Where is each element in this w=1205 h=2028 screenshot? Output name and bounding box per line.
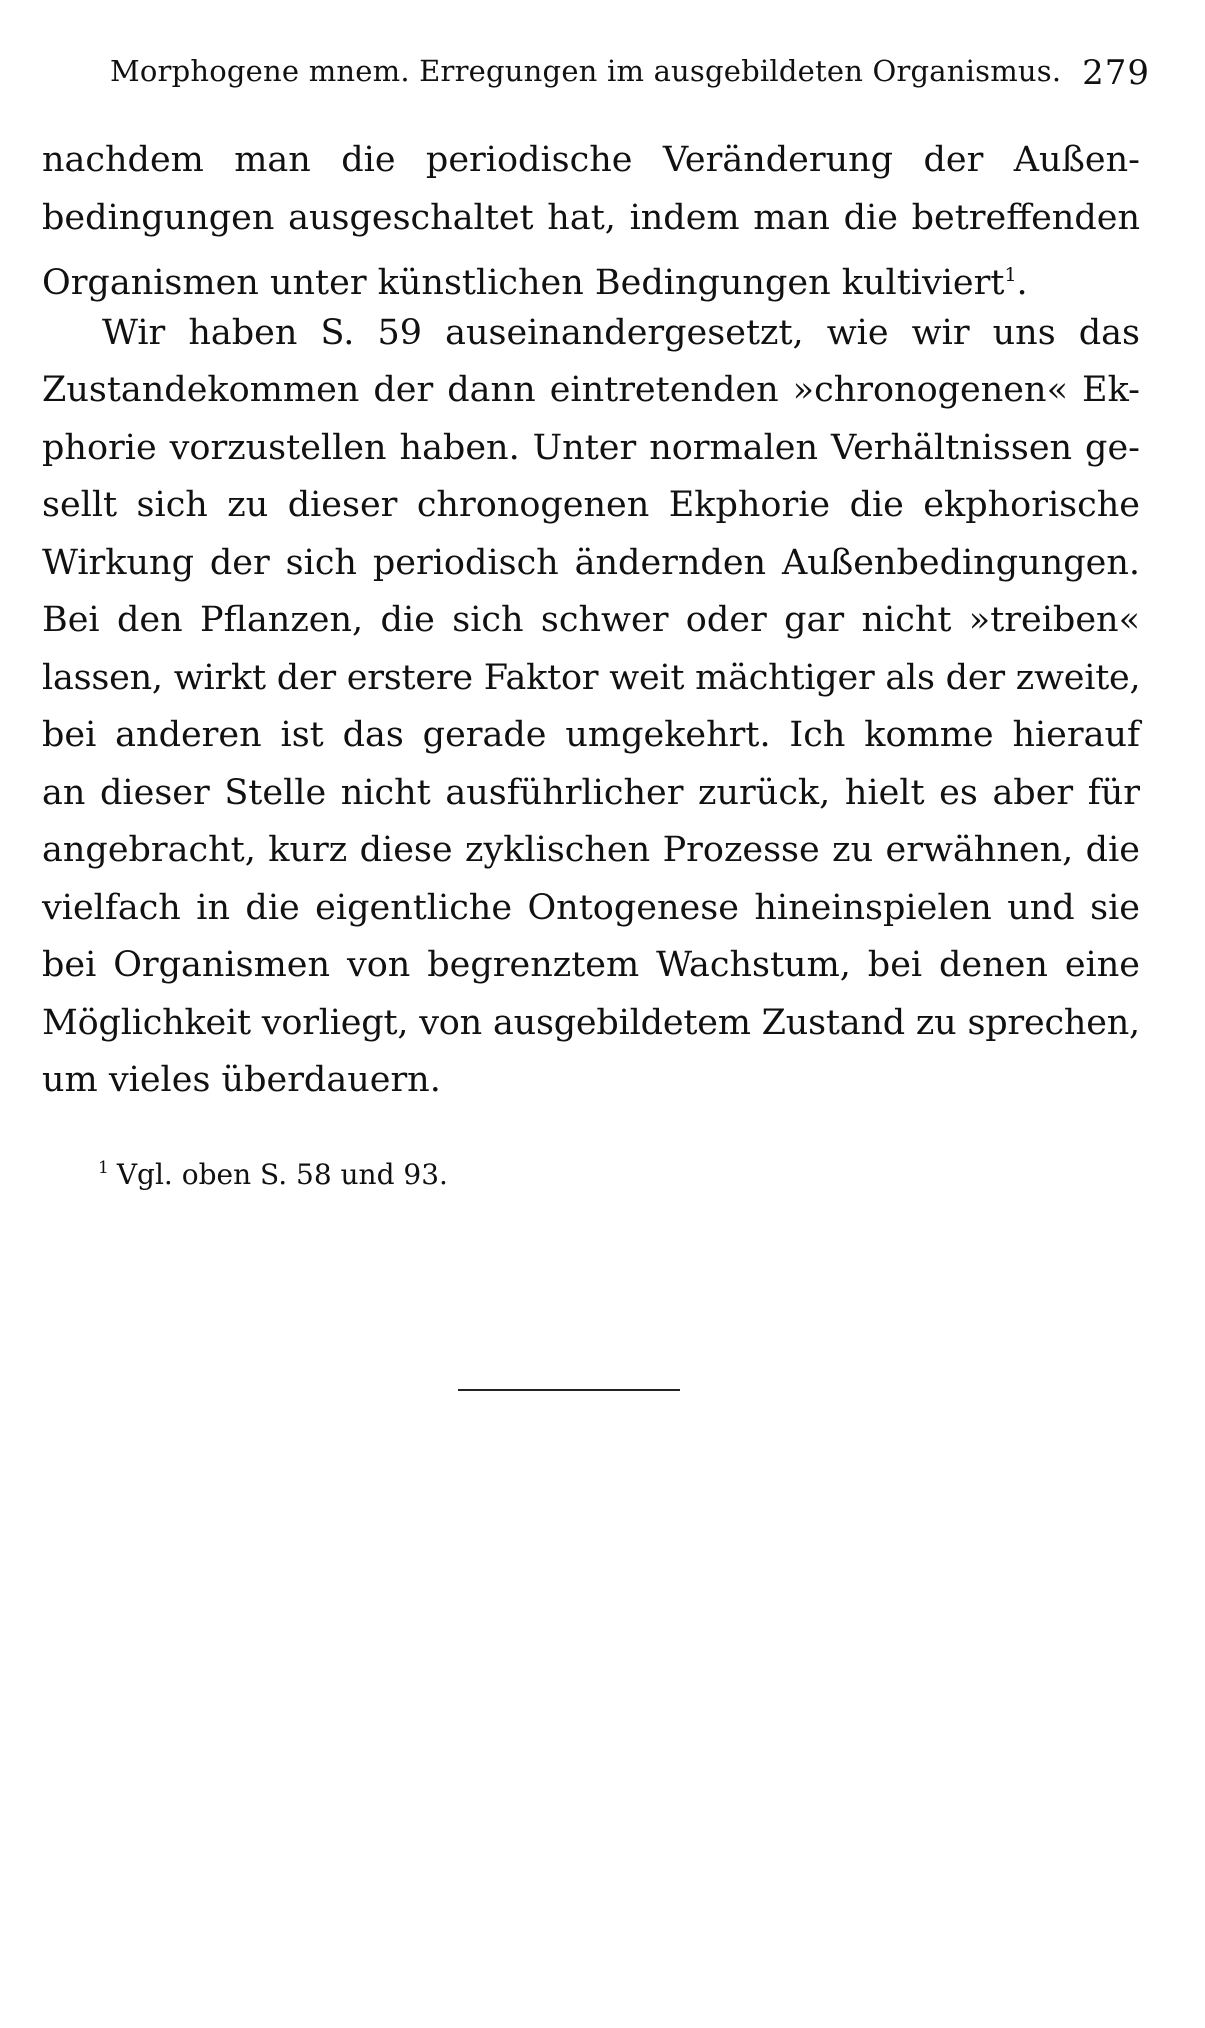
page-number: 279 [1082,53,1150,93]
running-head: Morphogene mnem. Erregungen im ausgebildeten Organismus. [110,54,1062,88]
text-line: Bei den Pflanzen, die sich schwer oder gar nicht »treiben« [42,600,1140,640]
end-rule [458,1389,680,1391]
text-line: phorie vorzustellen haben. Unter normalen Verhältnissen ge- [42,427,1140,468]
text-line: Zustandekommen der dann eintretenden »chronogenen« Ek- [42,370,1140,410]
text-line: Wir haben S. 59 auseinandergesetzt, wie wir uns das [102,312,1140,353]
text-line: an dieser Stelle nicht ausführlicher zurück, hielt es aber für [42,772,1140,813]
text-line-end: . [1016,263,1028,303]
text-line: bedingungen ausgeschaltet hat, indem man die betreffenden [42,197,1140,238]
text-line: nachdem man die periodische Veränderung der Außen- [42,140,1140,180]
footnote-marker: 1 [98,1158,109,1178]
footnote-reference: 1 [1004,264,1017,286]
text-line: sellt sich zu dieser chronogenen Ekphorie die ekphorische [42,485,1140,525]
text-line: um vieles überdauern. [42,1060,441,1100]
footnote-text: Vgl. oben S. 58 und 93. [116,1158,448,1191]
footnote [98,1148,448,1195]
text-line: Möglichkeit vorliegt, von ausgebildetem Zustand zu sprechen, [42,1002,1140,1043]
text-line: bei anderen ist das gerade umgekehrt. Ich komme hierauf [42,715,1140,755]
text-line: Wirkung der sich periodisch ändernden Außenbedingungen. [42,542,1140,583]
page-header [110,46,1150,96]
text-line: bei Organismen von begrenztem Wachstum, bei denen eine [42,945,1140,985]
body-text [42,132,1140,1110]
text-line [42,247,1140,305]
text-line: lassen, wirkt der erstere Faktor weit mächtiger als der zweite, [42,657,1141,698]
text-line: vielfach in die eigentliche Ontogenese hineinspielen und sie [42,887,1140,928]
text-line: angebracht, kurz diese zyklischen Prozesse zu erwähnen, die [42,830,1140,870]
text-line-content: Organismen unter künstlichen Bedingungen kultiviert [42,263,1005,303]
